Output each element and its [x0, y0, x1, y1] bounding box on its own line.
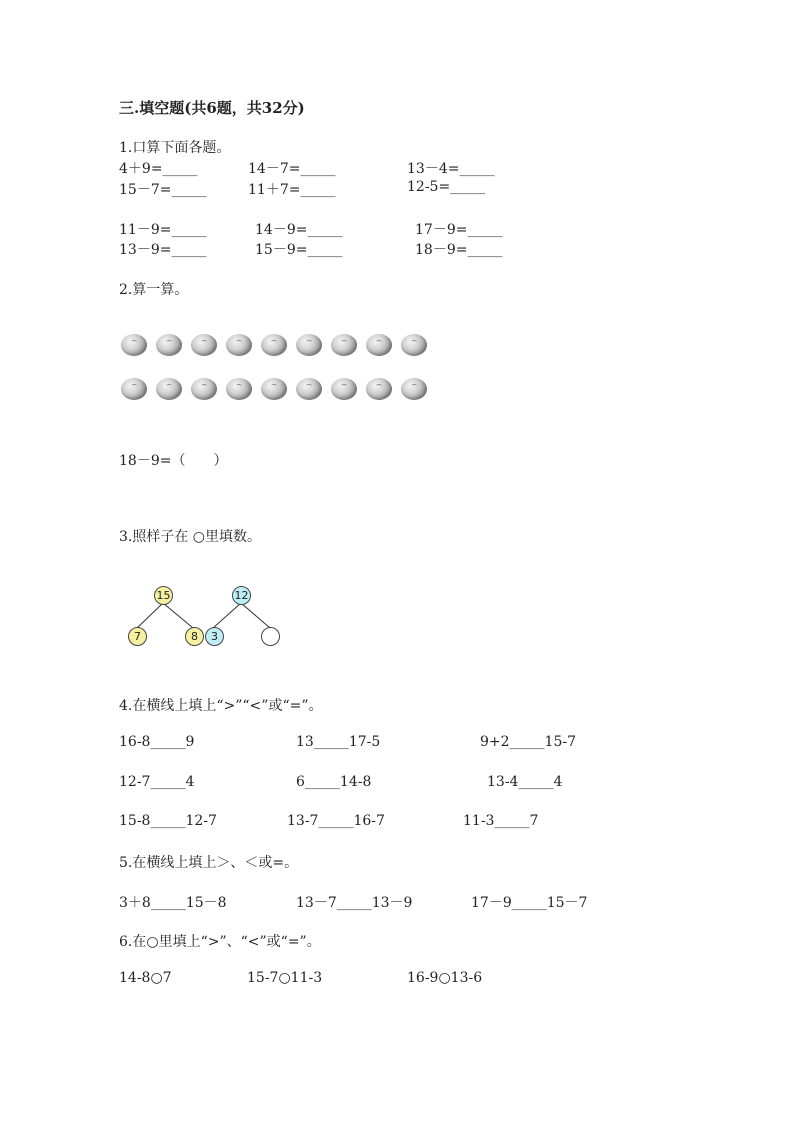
bond-example-top: 15 [154, 586, 173, 605]
question-3-title: 3.照样子在 ○里填数。 [119, 529, 262, 545]
question-4-title: 4.在横线上填上“>”“<”或“=”。 [119, 698, 323, 714]
section-title: 三.填空题(共6题，共32分) [119, 99, 305, 117]
bond-task-left: 3 [205, 627, 224, 646]
q6-item: 14-8○7 [119, 970, 172, 986]
q1-item: 11＋7=_____ [248, 182, 336, 198]
q4-item: 11-3_____7 [463, 813, 539, 829]
q4-item: 13_____17-5 [296, 734, 381, 750]
q1-item: 13－4=_____ [407, 161, 495, 177]
q4-item: 12-7_____4 [119, 774, 195, 790]
q1-item: 15－7=_____ [119, 182, 207, 198]
q1-item: 14－9=_____ [255, 222, 343, 238]
q4-item: 15-8_____12-7 [119, 813, 217, 829]
q1-item: 17－9=_____ [415, 222, 503, 238]
question-2-title: 2.算一算。 [119, 282, 189, 298]
q5-item: 13－7_____13－9 [296, 895, 413, 911]
question-5-title: 5.在横线上填上＞、＜或=。 [119, 855, 299, 871]
q6-item: 16-9○13-6 [407, 970, 483, 986]
q5-item: 3＋8_____15－8 [119, 895, 227, 911]
q5-item: 17－9_____15－7 [471, 895, 588, 911]
q4-item: 6_____14-8 [296, 774, 372, 790]
question-6-title: 6.在○里填上“>”、“<”或“=”。 [119, 934, 321, 950]
q4-item: 9+2_____15-7 [480, 734, 576, 750]
q4-item: 13-7_____16-7 [287, 813, 385, 829]
q1-item: 12-5=_____ [407, 179, 486, 195]
q1-item: 18－9=_____ [415, 242, 503, 258]
bond-example-left: 7 [128, 627, 147, 646]
q4-item: 13-4_____4 [487, 774, 563, 790]
bond-task-top: 12 [232, 586, 251, 605]
q1-item: 11－9=_____ [119, 222, 207, 238]
q6-item: 15-7○11-3 [247, 970, 323, 986]
q1-item: 4＋9=_____ [119, 161, 198, 177]
q1-item: 14－7=_____ [248, 161, 336, 177]
q1-item: 13－9=_____ [119, 242, 207, 258]
question-1-title: 1.口算下面各题。 [119, 140, 231, 156]
q4-item: 16-8_____9 [119, 734, 195, 750]
q2-equation: 18－9=（ ） [119, 453, 228, 469]
bond-task-blank-circle[interactable] [261, 627, 280, 646]
bond-example-right: 8 [185, 627, 204, 646]
q1-item: 15－9=_____ [255, 242, 343, 258]
